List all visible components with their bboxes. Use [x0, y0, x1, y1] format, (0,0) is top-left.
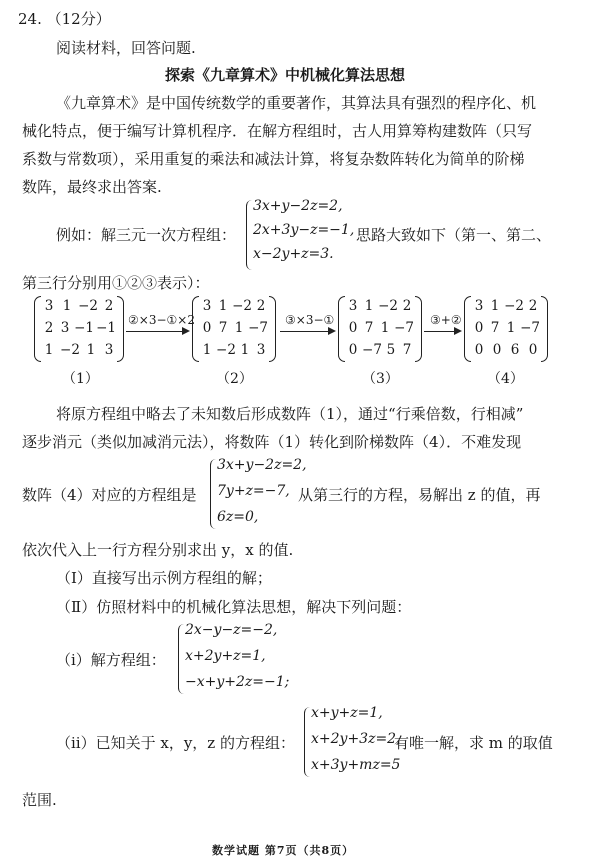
explain-eq-3: 6z=0,	[217, 509, 259, 525]
example-system-brace	[246, 200, 253, 270]
intro-line-3: 系数与常数项），采用重复的乘法和减法计算，将复杂数阵转化为简单的阶梯	[22, 150, 525, 168]
example-eq-2: 2x+3y−z=−1,	[253, 222, 355, 238]
matrix-3: 3 1 −2 2 0 7 1 −7 0 −7 5 7	[338, 296, 422, 362]
sub2-eq-3: x+3y+mz=5	[311, 757, 401, 773]
sub-question-1-label: （ⅰ）解方程组：	[56, 651, 166, 669]
sub2-eq-2: x+2y+3z=2,	[311, 731, 401, 747]
matrix-1: 3 1 −2 2 2 3 −1 −1 1 −2 1 3	[34, 296, 124, 362]
intro-line-4: 数阵，最终求出答案.	[22, 178, 162, 196]
matrix-2: 3 1 −2 2 0 7 1 −7 1 −2 1 3	[192, 296, 276, 362]
sub-question-2-label: （ⅱ）已知关于 x，y，z 的方程组：	[56, 734, 295, 752]
arrow-1	[126, 331, 188, 332]
matrix-label-2: （2）	[216, 371, 253, 387]
operation-1: ②×3−①×2	[128, 313, 195, 327]
explain-eq-1: 3x+y−2z=2,	[217, 457, 307, 473]
sub2-system-brace	[304, 707, 311, 777]
instruction: 阅读材料，回答问题.	[56, 39, 196, 57]
example-line-2: 第三行分别用①②③表示）：	[22, 274, 210, 292]
example-prefix: 例如：解三元一次方程组：	[56, 226, 237, 244]
explain-after: 从第三行的方程，易解出 z 的值，再	[298, 486, 541, 504]
explain-prefix: 数阵（4）对应的方程组是	[22, 486, 197, 504]
matrix-label-3: （3）	[362, 371, 399, 387]
explain-line-1: 将原方程组中略去了未知数后形成数阵（1），通过“行乘倍数，行相减”	[56, 405, 524, 423]
explain-eq-2: 7y+z=−7,	[217, 483, 290, 499]
question-1: （Ⅰ）直接写出示例方程组的解；	[56, 569, 272, 587]
question-2: （Ⅱ）仿照材料中的机械化算法思想，解决下列问题：	[56, 598, 412, 616]
matrix-label-4: （4）	[487, 371, 524, 387]
example-eq-1: 3x+y−2z=2,	[253, 198, 343, 214]
explain-line-2: 逐步消元（类似加减消元法），将数阵（1）转化到阶梯数阵（4）．不难发现	[22, 433, 522, 451]
sub1-eq-1: 2x−y−z=−2,	[185, 622, 278, 638]
sub1-system-brace	[178, 624, 185, 694]
matrix-label-1: （1）	[62, 371, 99, 387]
matrix-4: 3 1 −2 2 0 7 1 −7 0 0 6 0	[464, 296, 548, 362]
material-title: 探索《九章算术》中机械化算法思想	[165, 66, 406, 84]
arrow-2	[280, 331, 334, 332]
operation-3: ③+②	[430, 313, 462, 327]
sub1-eq-3: −x+y+2z=−1;	[185, 674, 290, 690]
explain-system-brace	[210, 459, 217, 529]
sub-question-2-after: 有唯一解，求 m 的取值	[394, 734, 553, 752]
example-eq-3: x−2y+z=3.	[253, 246, 334, 262]
sub-question-2-tail: 范围.	[22, 791, 57, 809]
operation-2: ③×3−①	[285, 313, 335, 327]
sub1-eq-2: x+2y+z=1,	[185, 648, 266, 664]
intro-line-1: 《九章算术》是中国传统数学的重要著作，其算法具有强烈的程序化、机	[56, 94, 537, 112]
intro-line-2: 械化特点，便于编写计算机程序．在解方程组时，古人用算筹构建数阵（只写	[22, 122, 533, 140]
sub2-eq-1: x+y+z=1,	[311, 705, 383, 721]
problem-number: 24. （12分）	[18, 10, 111, 28]
page-footer: 数学试题 第7页（共8页）	[212, 844, 355, 857]
arrow-3	[424, 331, 460, 332]
example-after: 思路大致如下（第一、第二、	[356, 226, 552, 244]
explain-line-3: 依次代入上一行方程分别求出 y，x 的值.	[22, 541, 294, 559]
